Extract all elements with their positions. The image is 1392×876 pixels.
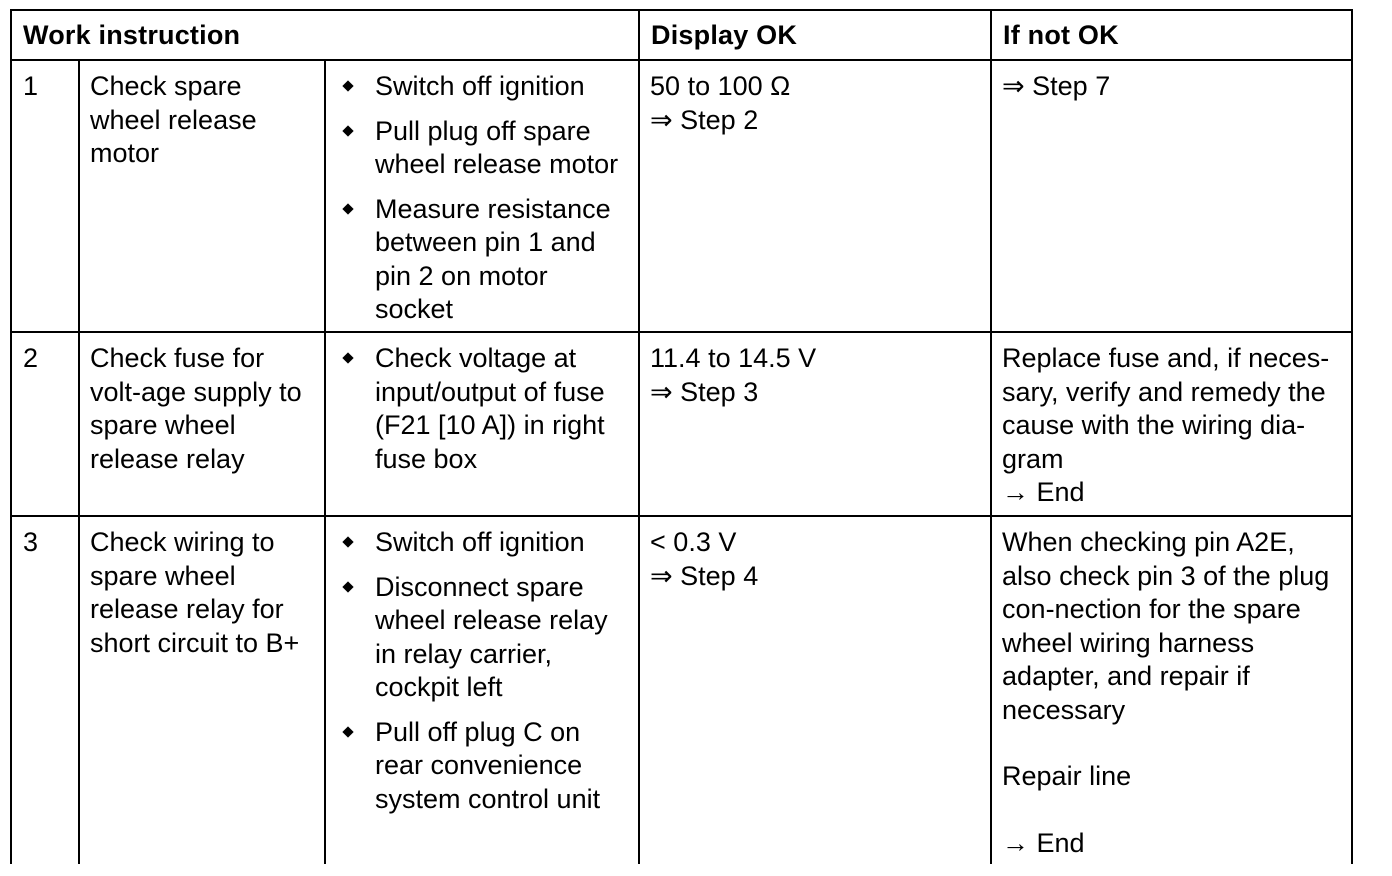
spacer xyxy=(1002,794,1341,827)
next-step-link: ⇒ Step 3 xyxy=(650,376,759,407)
header-work-instruction: Work instruction xyxy=(11,10,639,60)
instruction-item: Switch off ignition xyxy=(336,526,628,560)
end-marker: → End xyxy=(1002,827,1085,858)
if-not-ok-cell xyxy=(991,60,1352,332)
instruction-item: Pull plug off spare wheel release motor xyxy=(336,115,628,182)
next-step-link: ⇒ Step 2 xyxy=(650,104,759,135)
table-row xyxy=(11,332,1352,516)
end-marker: → End xyxy=(1002,477,1085,507)
table-row xyxy=(11,516,1352,864)
display-ok-cell xyxy=(639,332,991,516)
instruction-cell xyxy=(325,60,639,332)
instruction-cell xyxy=(325,332,639,516)
bullet-diamond-icon xyxy=(342,203,353,214)
not-ok-action: ⇒ Step 7 xyxy=(1002,71,1111,101)
if-not-ok-cell xyxy=(991,516,1352,864)
instruction-item: Pull off plug C on rear convenience system control unit xyxy=(336,716,628,817)
repair-action: Repair line xyxy=(1002,761,1132,791)
next-step-link: ⇒ Step 4 xyxy=(650,560,759,591)
bullet-diamond-icon xyxy=(342,125,353,136)
instruction-item: Measure resistance between pin 1 and pin 2 on motor socket xyxy=(336,193,628,327)
header-if-not-ok: If not OK xyxy=(991,10,1352,60)
bullet-diamond-icon xyxy=(342,536,353,547)
display-ok-value: 11.4 to 14.5 V xyxy=(650,343,817,373)
check-description: Check wiring to spare wheel release relay for short circuit to B+ xyxy=(79,516,325,864)
header-display-ok: Display OK xyxy=(639,10,991,60)
check-description: Check spare wheel release motor xyxy=(79,60,325,332)
instruction-item: Disconnect spare wheel release relay in relay carrier, cockpit left xyxy=(336,571,628,705)
instruction-item: Switch off ignition xyxy=(336,70,628,104)
display-ok-value: 50 to 100 Ω xyxy=(650,71,791,101)
display-ok-cell xyxy=(639,516,991,864)
not-ok-action: Replace fuse and, if neces-sary, verify and remedy the cause with the wiring dia-gram xyxy=(1002,343,1330,474)
step-number: 2 xyxy=(11,332,79,516)
instruction-cell xyxy=(325,516,639,864)
display-ok-cell xyxy=(639,60,991,332)
work-instruction-table xyxy=(10,9,1353,864)
spacer xyxy=(1002,727,1341,760)
bullet-diamond-icon xyxy=(342,80,353,91)
step-number: 1 xyxy=(11,60,79,332)
not-ok-action: When checking pin A2E, also check pin 3 of the plug con-nection for the spare wheel wiring harness adapter, and repair if necessary xyxy=(1002,527,1330,725)
step-number: 3 xyxy=(11,516,79,864)
if-not-ok-cell xyxy=(991,332,1352,516)
work-instruction-sheet xyxy=(10,9,1351,864)
check-description: Check fuse for volt-age supply to spare wheel release relay xyxy=(79,332,325,516)
bullet-diamond-icon xyxy=(342,581,353,592)
header-row xyxy=(11,10,1352,60)
bullet-diamond-icon xyxy=(342,352,353,363)
bullet-diamond-icon xyxy=(342,726,353,737)
table-row xyxy=(11,60,1352,332)
display-ok-value: < 0.3 V xyxy=(650,527,737,557)
instruction-item: Check voltage at input/output of fuse (F21 [10 A]) in right fuse box xyxy=(336,342,628,476)
